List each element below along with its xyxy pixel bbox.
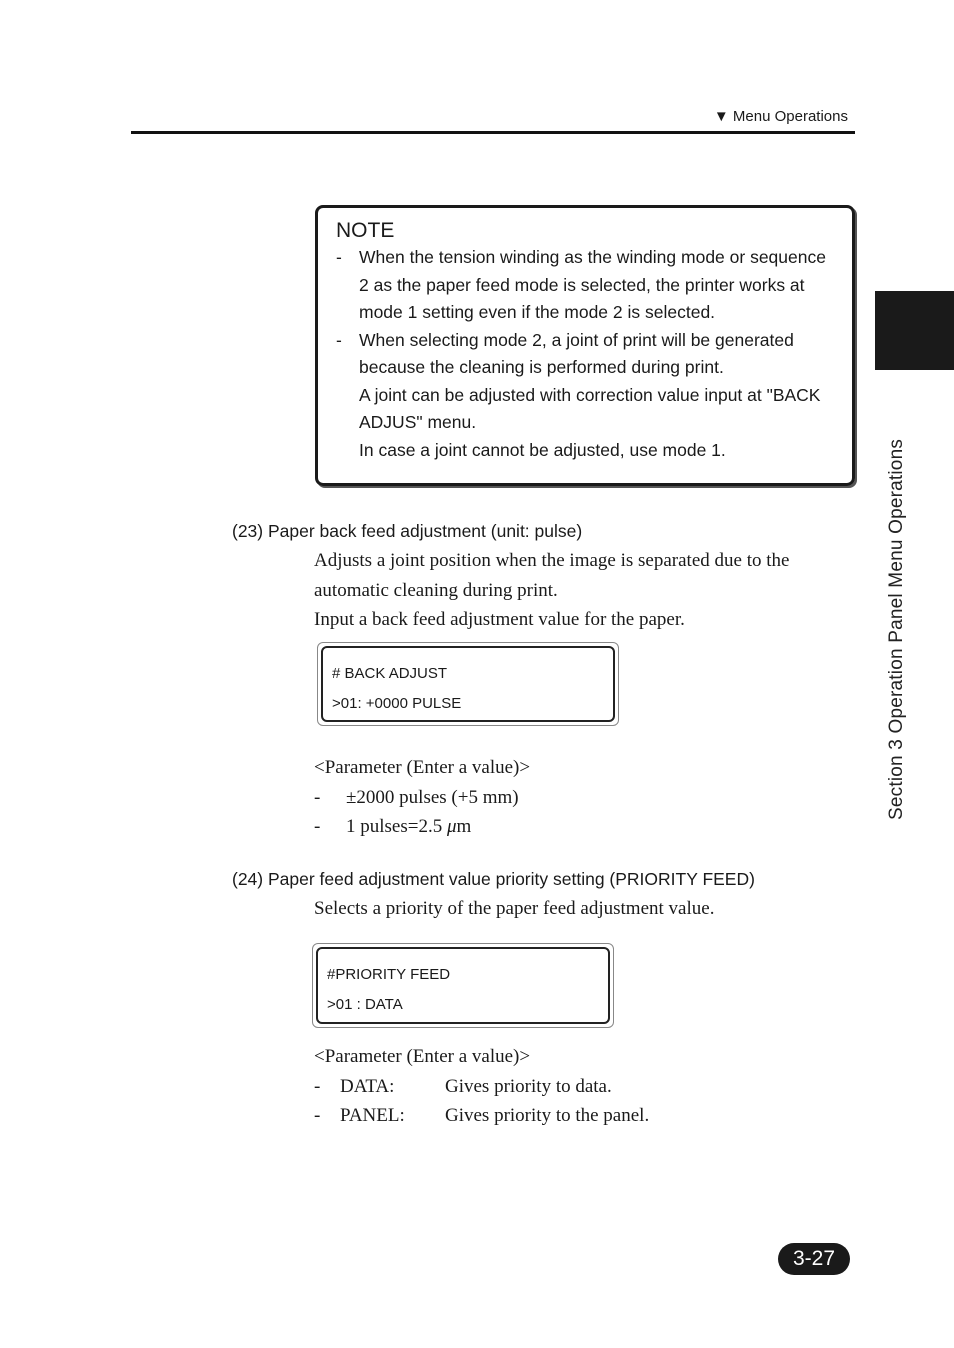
- note-line: A joint can be adjusted with correction value input at "BACK: [359, 384, 821, 405]
- note-title: NOTE: [336, 219, 395, 242]
- parameter-key: DATA:: [340, 1075, 395, 1097]
- note-line: 2 as the paper feed mode is selected, the printer works at: [359, 274, 805, 295]
- parameter-row: [314, 812, 530, 842]
- parameter-text-prefix: 1 pulses=2.5: [346, 816, 447, 838]
- section-24-parameters: [314, 1042, 650, 1131]
- note-line: ADJUS" menu.: [359, 412, 477, 432]
- note-list: [336, 244, 842, 464]
- note-line: In case a joint cannot be adjusted, use mode 1.: [359, 439, 726, 460]
- parameter-desc: Gives priority to the panel.: [445, 1105, 650, 1127]
- lcd-display-priority-feed: [312, 943, 614, 1028]
- note-line: because the cleaning is performed during print.: [359, 357, 724, 377]
- header-rule: [131, 131, 855, 134]
- lcd-screen: [321, 646, 615, 722]
- body-line: Input a back feed adjustment value for the paper.: [314, 609, 685, 631]
- parameter-dash: -: [314, 786, 321, 808]
- header-section-name: Menu Operations: [732, 108, 848, 125]
- side-section-title: Section 3 Operation Panel Menu Operations: [886, 438, 907, 820]
- parameter-dash: -: [314, 1105, 321, 1127]
- parameter-dash: -: [314, 1075, 321, 1097]
- parameter-text: ±2000 pulses (+5 mm): [346, 786, 519, 808]
- section-tab-block: [875, 291, 954, 370]
- parameter-dash: -: [314, 816, 321, 838]
- lcd-screen: [316, 947, 610, 1024]
- parameter-desc: Gives priority to data.: [445, 1075, 612, 1097]
- note-item: [336, 244, 842, 327]
- parameter-row: [314, 1101, 650, 1131]
- note-dash: -: [336, 247, 342, 267]
- note-item: [336, 327, 842, 465]
- lcd-line-1: # BACK ADJUST: [332, 665, 448, 682]
- note-line: mode 1 setting even if the mode 2 is selected.: [359, 302, 716, 322]
- section-23-heading: (23) Paper back feed adjustment (unit: pulse): [232, 521, 583, 541]
- section-24-heading: (24) Paper feed adjustment value priority setting (PRIORITY FEED): [232, 869, 755, 889]
- running-header: [714, 108, 848, 125]
- section-23-body: [314, 546, 789, 635]
- lcd-display-back-adjust: [317, 642, 619, 726]
- triangle-down-icon: ▼: [713, 108, 729, 125]
- note-line: When selecting mode 2, a joint of print will be generated: [359, 329, 794, 350]
- body-line: automatic cleaning during print.: [314, 579, 558, 601]
- lcd-line-2: >01: +0000 PULSE: [332, 695, 462, 712]
- lcd-line-1: #PRIORITY FEED: [327, 966, 451, 983]
- body-line: Adjusts a joint position when the image is separated due to the: [314, 550, 790, 571]
- note-dash: -: [336, 329, 342, 350]
- parameter-row: [314, 783, 530, 813]
- note-box: [315, 205, 855, 486]
- unit-rest: m: [456, 816, 472, 838]
- note-line: When the tension winding as the winding mode or sequence: [359, 247, 826, 267]
- section-24-body: Selects a priority of the paper feed adjustment value.: [314, 898, 715, 919]
- parameter-heading: <Parameter (Enter a value)>: [314, 1046, 531, 1067]
- mu-symbol: μ: [446, 816, 457, 838]
- parameter-heading: <Parameter (Enter a value)>: [314, 757, 531, 778]
- parameter-text: [346, 812, 471, 842]
- parameter-key: PANEL:: [340, 1105, 405, 1127]
- section-23-parameters: [314, 753, 530, 842]
- parameter-row: [314, 1072, 612, 1102]
- lcd-line-2: >01 : DATA: [327, 996, 403, 1013]
- page-number: 3-27: [778, 1243, 850, 1275]
